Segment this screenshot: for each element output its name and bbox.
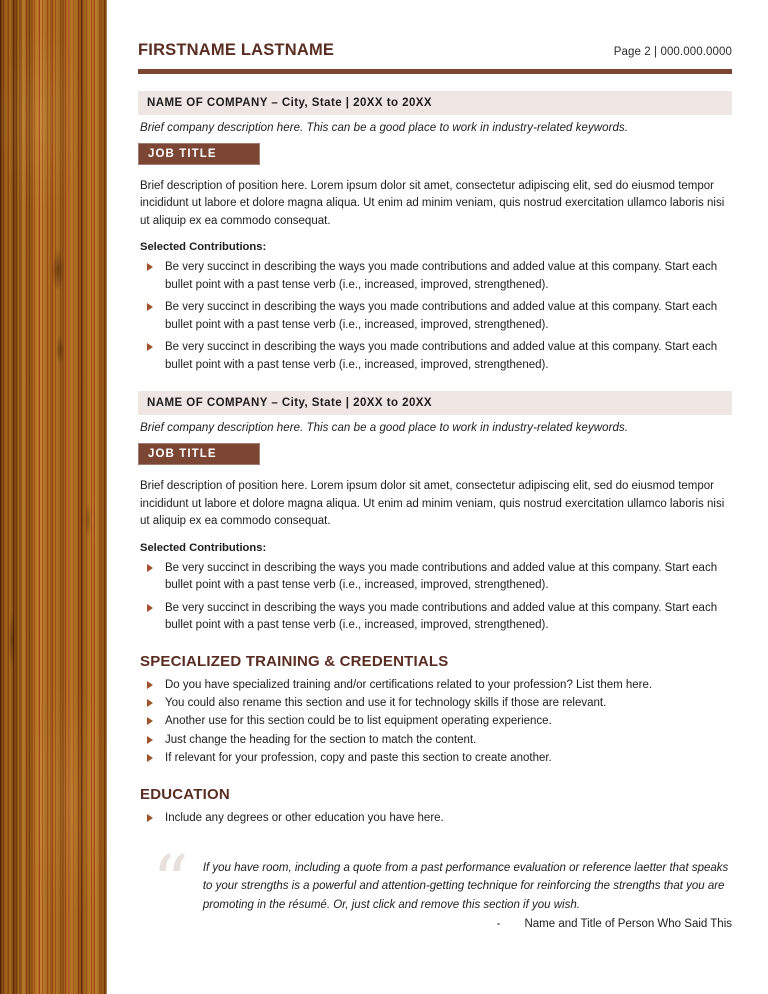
header-row [138,41,732,60]
quote-text: If you have room, including a quote from a past performance evaluation or reference laetter that speaks to your strengths is a powerful and attention-getting technique for reinforcing the strengths that you are promoting in the résumé. Or, just click and remove this section if you wish. [202,862,729,911]
list-item-text: Do you have specialized training and/or certifications related to your profession? List them here. [165,678,653,691]
selected-contributions-label: Selected Contributions: [140,241,267,254]
list-item [138,713,732,730]
triangle-bullet-icon [147,564,153,572]
experience-entry [138,91,732,374]
job-description: Brief description of position here. Lorem ipsum dolor sit amet, consectetur adipiscing elit, sed do eiusmod tempor incididunt ut labore et dolore magna aliqua. Ut enim ad minim veniam, quis nostrud exercitation ullamco laboris nisi ut aliquip ex ea commodo consequat. [140,480,725,528]
attribution-dash: - [496,917,501,930]
triangle-bullet-icon [147,604,153,612]
list-item [138,299,732,334]
wood-grain-sidebar [0,0,107,994]
pull-quote-section [138,840,732,930]
job-title-badge: JOB TITLE [138,143,260,165]
triangle-bullet-icon [147,343,153,351]
list-item [138,695,732,712]
education-list [138,810,732,827]
list-item [138,339,732,374]
company-description: Brief company description here. This can be a good place to work in industry-related keywords. [140,122,628,134]
list-item-text: Be very succinct in describing the ways you made contributions and added value at this company. Start each bullet point with a past tense verb (i.e., increased, improved, strengthened). [165,261,718,291]
section-heading-education: EDUCATION [140,785,230,803]
job-title-badge: JOB TITLE [138,443,260,465]
list-item-text: Just change the heading for the section to match the content. [165,733,477,746]
header-divider-rule [138,69,732,74]
contributions-list [138,560,732,635]
triangle-bullet-icon [147,699,153,707]
quote-body [203,855,732,929]
wood-grain-texture-overlay [0,0,107,994]
resume-page-content [107,0,768,994]
attribution-name: Name and Title of Person Who Said This [524,917,732,930]
list-item [138,560,732,595]
company-header-band: NAME OF COMPANY – City, State | 20XX to 20XX [138,391,732,415]
training-list [138,677,732,768]
list-item [138,732,732,749]
triangle-bullet-icon [147,717,153,725]
list-item [138,677,732,694]
triangle-bullet-icon [147,814,153,822]
list-item-text: Be very succinct in describing the ways you made contributions and added value at this company. Start each bullet point with a past tense verb (i.e., increased, improved, strengthened). [165,601,718,632]
triangle-bullet-icon [147,263,153,271]
list-item-text: Be very succinct in describing the ways you made contributions and added value at this company. Start each bullet point with a past tense verb (i.e., increased, improved, strengthened). [165,561,718,592]
company-header-band: NAME OF COMPANY – City, State | 20XX to 20XX [138,91,732,115]
list-item [138,750,732,767]
triangle-bullet-icon [147,681,153,689]
list-item [138,259,732,294]
selected-contributions-label: Selected Contributions: [140,541,267,554]
candidate-name: FIRSTNAME LASTNAME [138,41,335,59]
triangle-bullet-icon [147,736,153,744]
list-item [138,600,732,635]
list-item-text: You could also rename this section and use it for technology skills if those are relevant. [165,696,607,709]
contributions-list [138,259,732,374]
company-description: Brief company description here. This can be a good place to work in industry-related keywords. [140,422,628,435]
quote-attribution [203,918,732,930]
list-item-text: Be very succinct in describing the ways you made contributions and added value at this company. Start each bullet point with a past tense verb (i.e., increased, improved, strengthened). [165,301,718,331]
triangle-bullet-icon [147,303,153,311]
specialized-training-section [138,653,732,768]
header-page-and-phone: Page 2 | 000.000.0000 [613,46,732,58]
page-header [138,0,732,74]
education-section [138,786,732,827]
experience-entry [138,391,732,634]
list-item-text: Another use for this section could be to list equipment operating experience. [165,715,552,728]
section-heading-training: SPECIALIZED TRAINING & CREDENTIALS [140,652,449,670]
job-description: Brief description of position here. Lorem ipsum dolor sit amet, consectetur adipiscing elit, sed do eiusmod tempor incididunt ut labore et dolore magna aliqua. Ut enim ad minim veniam, quis nostrud exercitation ullamco laboris nisi ut aliquip ex ea commodo consequat. [140,180,725,227]
triangle-bullet-icon [147,754,153,762]
list-item [138,810,732,827]
list-item-text: Be very succinct in describing the ways you made contributions and added value at this company. Start each bullet point with a past tense verb (i.e., increased, improved, strengthened). [165,341,718,371]
list-item-text: Include any degrees or other education you have here. [165,811,444,824]
list-item-text: If relevant for your profession, copy and paste this section to create another. [165,752,552,765]
quotation-mark-icon: “ [152,840,189,925]
